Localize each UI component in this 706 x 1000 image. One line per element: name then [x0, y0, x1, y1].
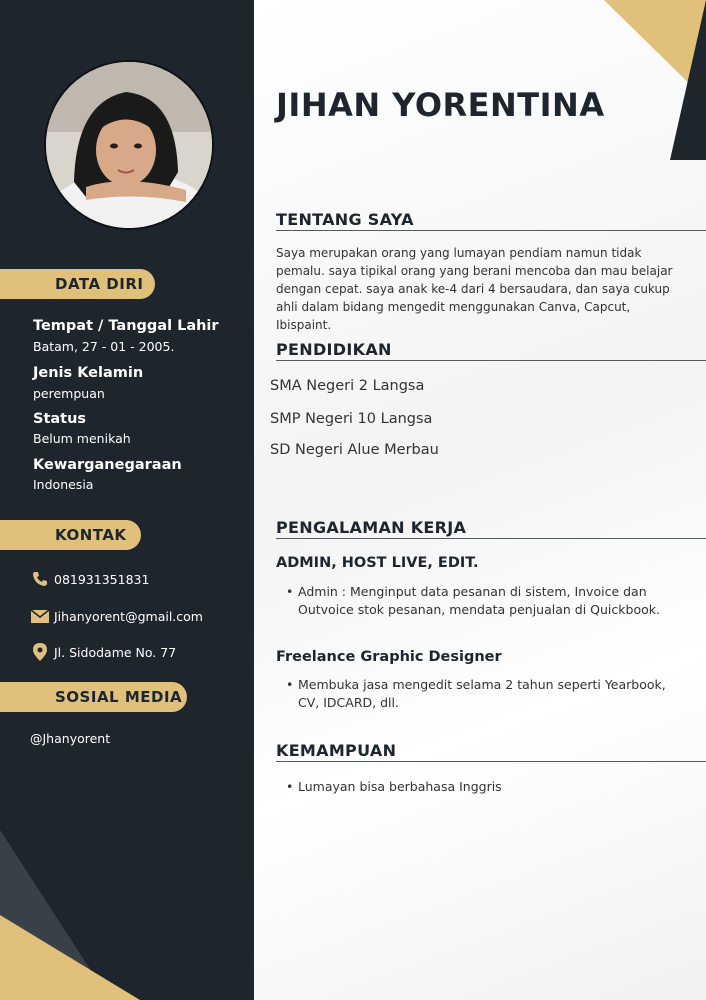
job-bullet: • Membuka jasa mengedit selama 2 tahun seperti Yearbook, CV, IDCARD, dll.: [298, 676, 668, 712]
phone-icon: [30, 570, 50, 588]
address-value: Jl. Sidodame No. 77: [54, 644, 177, 660]
nationality-value: Indonesia: [33, 477, 94, 492]
location-pin-icon: [30, 643, 50, 661]
about-title: TENTANG SAYA: [276, 210, 706, 231]
mail-icon: [30, 607, 50, 625]
job-title: Freelance Graphic Designer: [276, 649, 502, 665]
birth-value: Batam, 27 - 01 - 2005.: [33, 339, 175, 354]
about-text: Saya merupakan orang yang lumayan pendiam namun tidak pemalu. saya tipikal orang yang berani mencoba dan mau belajar dengan cepat. saya anak ke-4 dari 4 bersaudara, dan saya cukup ahli dalam bidang mengedit menggunakan Canva, Capcut, Ibispaint.: [276, 246, 673, 332]
status-value: Belum menikah: [33, 431, 131, 446]
phone-value: 081931351831: [54, 571, 150, 587]
job-title: ADMIN, HOST LIVE, EDIT.: [276, 555, 479, 571]
social-media-header: SOSIAL MEDIA: [0, 682, 187, 712]
education-item: SD Negeri Alue Merbau: [270, 442, 439, 458]
education-item: SMA Negeri 2 Langsa: [270, 378, 425, 394]
gender-label: Jenis Kelamin: [33, 365, 144, 381]
job-bullet: • Admin : Menginput data pesanan di sistem, Invoice dan Outvoice stok pesanan, mendata penjualan di Quickbook.: [298, 583, 668, 619]
contact-email: [30, 607, 203, 625]
data-diri-header: DATA DIRI: [0, 269, 155, 299]
email-value: Jihanyorent@gmail.com: [54, 608, 203, 624]
kontak-header: KONTAK: [0, 520, 141, 550]
sidebar: [0, 0, 254, 1000]
social-handle: @Jhanyorent: [30, 731, 111, 746]
education-item: SMP Negeri 10 Langsa: [270, 411, 433, 427]
contact-address: [30, 643, 176, 661]
decorative-triangle-gold: [0, 915, 140, 1000]
education-title: PENDIDIKAN: [276, 340, 706, 361]
skill-item: • Lumayan bisa berbahasa Inggris: [298, 778, 668, 796]
birth-label: Tempat / Tanggal Lahir: [33, 318, 219, 334]
full-name: JIHAN YORENTINA: [276, 86, 605, 124]
gender-value: perempuan: [33, 386, 105, 401]
contact-phone: [30, 570, 149, 588]
skills-title: KEMAMPUAN: [276, 741, 706, 762]
nationality-label: Kewarganegaraan: [33, 457, 182, 473]
decorative-corner-dark: [670, 0, 706, 160]
main-content: [254, 0, 706, 1000]
profile-photo: [44, 60, 214, 230]
status-label: Status: [33, 411, 87, 427]
experience-title: PENGALAMAN KERJA: [276, 518, 706, 539]
